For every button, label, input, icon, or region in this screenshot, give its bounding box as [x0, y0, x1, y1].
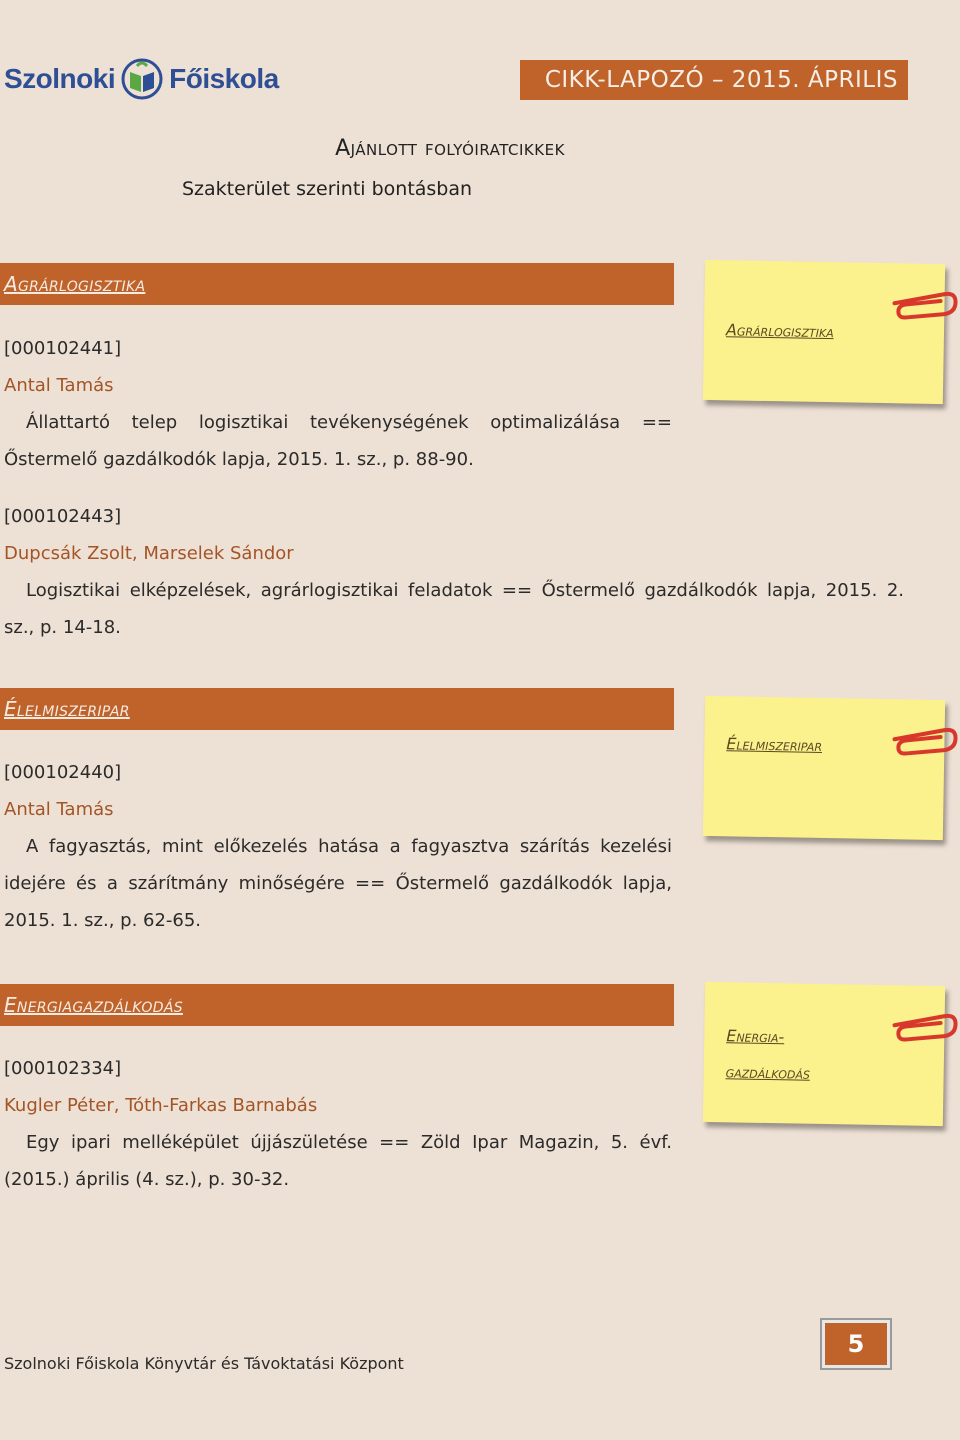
sticky-note-label: Agrárlogisztika — [725, 320, 834, 342]
record-id: [000102441] — [4, 338, 122, 359]
record-id: [000102440] — [4, 762, 122, 783]
logo-text-foiskola: Főiskola — [169, 63, 279, 94]
record-author: Antal Tamás — [4, 375, 114, 396]
section-heading-energiagazdalkodas — [0, 984, 674, 1026]
list-item — [4, 498, 904, 646]
record-text: Logisztikai elképzelések, agrárlogisztikai feladatok == Őstermelő gazdálkodók lapja, 2015. 2. sz., p. 14-18. — [4, 580, 904, 638]
footer-institution: Szolnoki Főiskola Könyvtár és Távoktatási Központ — [4, 1354, 404, 1373]
sticky-note-agrarlogisztika — [703, 260, 945, 404]
record-id: [000102443] — [4, 506, 122, 527]
record-author: Kugler Péter, Tóth-Farkas Barnabás — [4, 1095, 318, 1116]
logo — [4, 56, 279, 102]
sticky-note-elelmiszeripar — [703, 696, 945, 840]
bulletin-banner — [520, 60, 908, 100]
section-heading-label: Agrárlogisztika — [4, 272, 146, 296]
section-heading-agrarlogisztika — [0, 263, 674, 305]
record-text: A fagyasztás, mint előkezelés hatása a fagyasztva szárítás kezelési idejére és a szárítmány minőségére == Őstermelő gazdálkodók lapja, 2015. 1. sz., p. 62-65. — [4, 836, 672, 931]
list-item — [4, 330, 672, 478]
page-subtitle: Szakterület szerinti bontásban — [182, 178, 473, 200]
sticky-note-label — [725, 1018, 811, 1091]
list-item — [4, 754, 672, 939]
page-number: 5 — [825, 1323, 887, 1365]
sticky-note-label-line1: Energia- — [726, 1026, 785, 1047]
paperclip-icon — [892, 1003, 959, 1044]
section-heading-label: Élelmiszeripar — [4, 697, 130, 721]
sticky-note-energiagazdalkodas — [703, 982, 945, 1126]
paperclip-icon — [892, 717, 959, 758]
section-heading-label: Energiagazdálkodás — [4, 993, 183, 1017]
page-title: Ajánlott folyóiratcikkek — [335, 136, 565, 161]
list-item — [4, 1050, 672, 1198]
section-heading-elelmiszeripar — [0, 688, 674, 730]
logo-text-szolnoki: Szolnoki — [4, 63, 116, 94]
record-author: Antal Tamás — [4, 799, 114, 820]
sticky-note-label-line2: gazdálkodás — [725, 1062, 811, 1083]
bulletin-title: CIKK-LAPOZÓ – 2015. ÁPRILIS — [544, 67, 898, 93]
sticky-note-label: Élelmiszeripar — [726, 734, 823, 755]
page-number-box — [820, 1318, 892, 1370]
record-text: Állattartó telep logisztikai tevékenységének optimalizálása == Őstermelő gazdálkodók lapja, 2015. 1. sz., p. 88-90. — [4, 412, 672, 470]
record-id: [000102334] — [4, 1058, 122, 1079]
logo-book-icon — [121, 58, 163, 100]
record-text: Egy ipari melléképület újjászületése == Zöld Ipar Magazin, 5. évf. (2015.) április (4. sz.), p. 30-32. — [4, 1132, 672, 1190]
record-author: Dupcsák Zsolt, Marselek Sándor — [4, 543, 294, 564]
paperclip-icon — [892, 281, 959, 322]
